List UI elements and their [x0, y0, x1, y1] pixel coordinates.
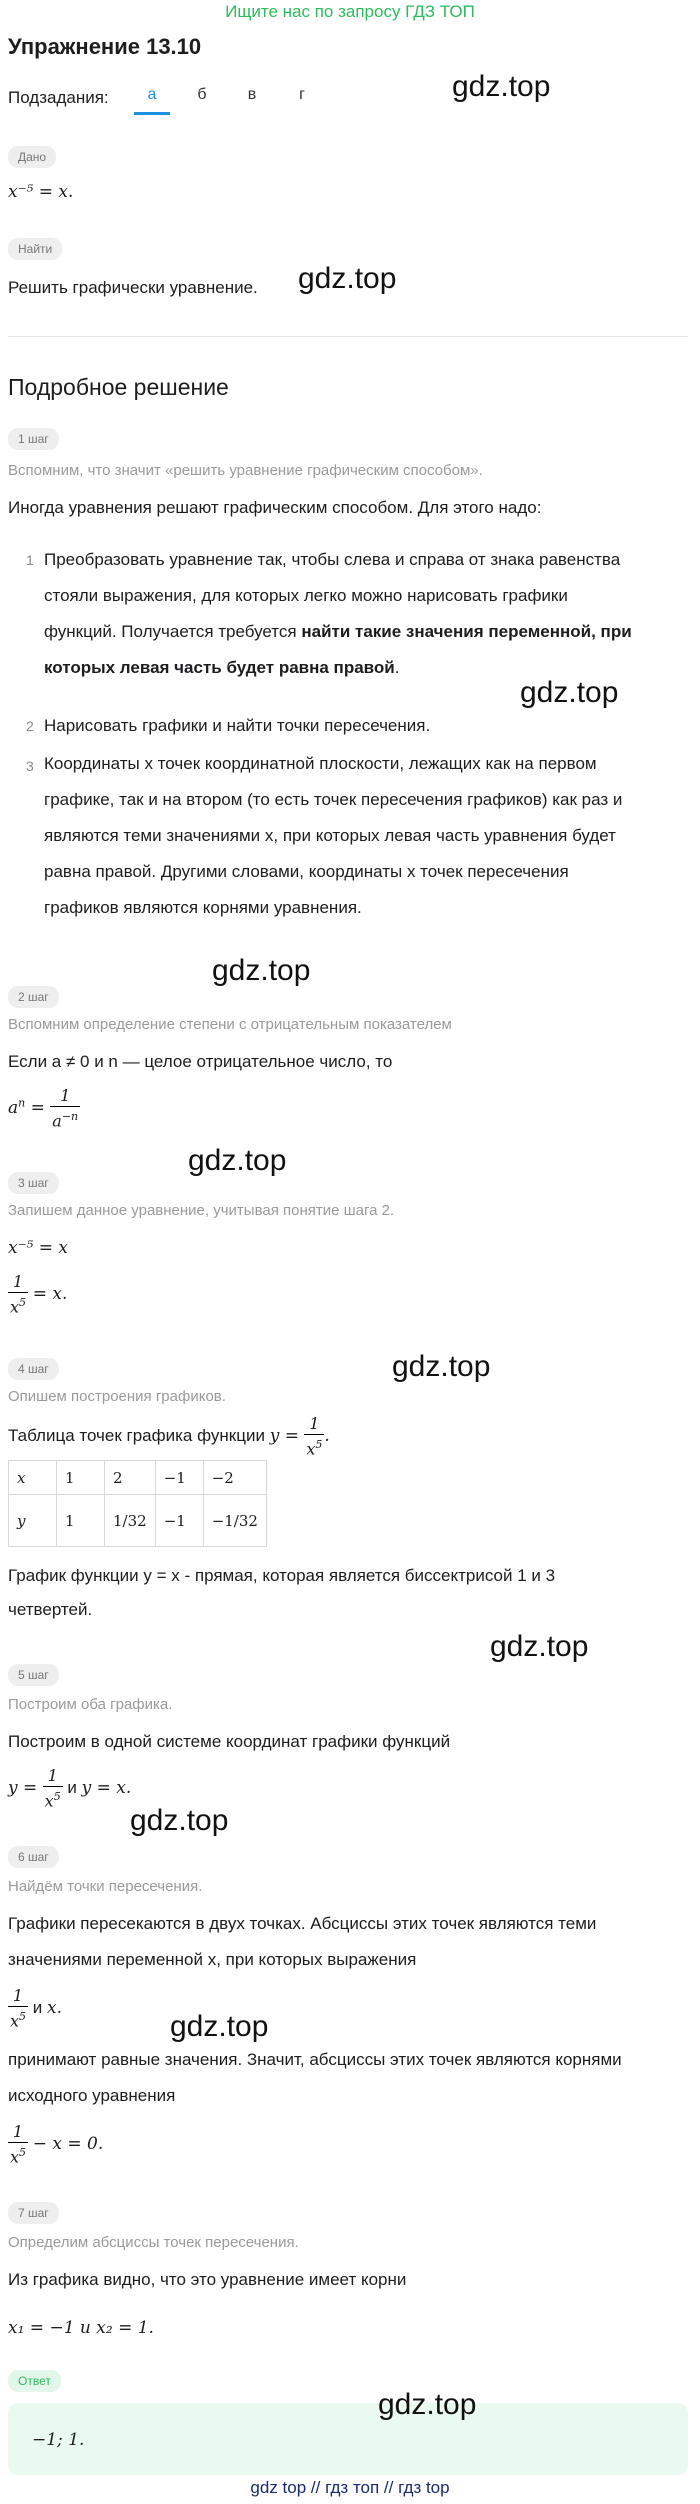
table-cell: x — [9, 1461, 57, 1495]
table-row — [9, 1461, 267, 1495]
step6-hint: Найдём точки пересечения. — [8, 1878, 203, 1895]
line-text-1: График функции y = x - прямая, которая является биссектрисой 1 и 3 — [8, 1566, 556, 1585]
step2-text: Если a ≠ 0 и n — целое отрицательное число, то — [8, 1052, 393, 1071]
table-cell: 1 — [57, 1495, 105, 1547]
watermark: gdz.top — [298, 262, 397, 295]
list-line: Координаты x точек координатной плоскости, лежащих как на первом — [44, 754, 597, 773]
watermark: gdz.top — [378, 2388, 477, 2421]
list-line: которых левая часть будет равна правой. — [44, 658, 400, 677]
step1-hint: Вспомним, что значит «решить уравнение графическим способом». — [8, 462, 483, 479]
divider — [8, 336, 688, 337]
step7-badge: 7 шаг — [8, 2202, 59, 2224]
watermark: gdz.top — [212, 954, 311, 987]
step3-eq2: $\frac{1}{x^5}$ = x. — [10, 1272, 68, 1317]
watermark: gdz.top — [130, 1804, 229, 1837]
promo-banner[interactable]: Ищите нас по запросу ГДЗ ТОП — [225, 2, 475, 21]
table-cell: 1/32 — [105, 1495, 156, 1547]
step5-badge: 5 шаг — [8, 1664, 59, 1686]
table-cell: −1 — [155, 1495, 203, 1547]
find-badge: Найти — [8, 238, 62, 260]
footer-links[interactable]: gdz top // гдз топ // гдз top — [250, 2478, 450, 2497]
step2-badge: 2 шаг — [8, 986, 59, 1008]
line-text-2: четвертей. — [8, 1600, 93, 1619]
given-equation: x⁻⁵ = x. — [8, 182, 74, 202]
watermark: gdz.top — [490, 1630, 589, 1663]
step6-equation: $\frac{1}{x^5}$ − x = 0. — [10, 2122, 104, 2167]
step1-intro: Иногда уравнения решают графическим способом. Для этого надо: — [8, 498, 542, 517]
step6-badge: 6 шаг — [8, 1846, 59, 1868]
step2-hint: Вспомним определение степени с отрицательным показателем — [8, 1016, 452, 1033]
subtask-tab-v[interactable]: в — [247, 86, 257, 103]
page-title: Упражнение 13.10 — [8, 34, 202, 59]
step4-hint: Опишем построения графиков. — [8, 1388, 226, 1405]
table-cell: −2 — [203, 1461, 266, 1495]
step6-text2: значениями переменной x, при которых выражения — [8, 1950, 417, 1969]
subtask-tab-b[interactable]: б — [197, 86, 207, 103]
neg-power-formula: $a^n$ = $\frac{1}{a^{-n}}$ — [8, 1086, 79, 1131]
table-cell: −1 — [155, 1461, 203, 1495]
list-line-part: функций. Получается требуется — [44, 622, 297, 641]
list-line: являются теми значениями x, при которых левая часть уравнения будет — [44, 826, 616, 845]
step6-expressions: $\frac{1}{x^5}$ и x. — [10, 1986, 62, 2031]
list-line: Преобразовать уравнение так, чтобы слева и справа от знака равенства — [44, 550, 621, 569]
step4-badge: 4 шаг — [8, 1358, 59, 1380]
step7-roots: x₁ = −1 и x₂ = 1. — [8, 2318, 154, 2338]
table-cell: 2 — [105, 1461, 156, 1495]
step5-functions: y = $\frac{1}{x^5}$ и y = x. — [8, 1766, 132, 1811]
subtasks-label: Подзадания: — [8, 88, 109, 107]
answer-box — [8, 2403, 688, 2475]
step3-eq1: x⁻⁵ = x — [8, 1238, 69, 1258]
table-intro-row: Таблица точек графика функции y = $\frac{1}{x^5}$ . — [8, 1414, 330, 1459]
watermark: gdz.top — [452, 70, 551, 103]
answer-badge: Ответ — [8, 2370, 61, 2392]
table-cell: 1 — [57, 1461, 105, 1495]
subtask-tab-a[interactable]: а — [134, 86, 170, 115]
list-item-3 — [44, 746, 684, 926]
solution-title: Подробное решение — [8, 374, 229, 400]
list-num: 3 — [26, 758, 34, 774]
list-line: равна правой. Другими словами, координаты x точек пересечения — [44, 862, 569, 881]
step3-hint: Запишем данное уравнение, учитывая понятие шага 2. — [8, 1202, 395, 1219]
list-line-bold: найти такие значения переменной, при — [301, 622, 632, 641]
list-line: стояли выражения, для которых легко можно нарисовать графики — [44, 586, 568, 605]
list-num: 2 — [26, 718, 34, 734]
step1-badge: 1 шаг — [8, 428, 59, 450]
list-line: графиков являются корнями уравнения. — [44, 898, 362, 917]
watermark: gdz.top — [188, 1144, 287, 1177]
step6-text1: Графики пересекаются в двух точках. Абсциссы этих точек являются теми — [8, 1914, 597, 1933]
table-row — [9, 1495, 267, 1547]
watermark: gdz.top — [392, 1350, 491, 1383]
step6-text3: принимают равные значения. Значит, абсциссы этих точек являются корнями — [8, 2050, 622, 2069]
step5-text: Построим в одной системе координат графики функций — [8, 1732, 451, 1751]
watermark: gdz.top — [170, 2010, 269, 2043]
given-badge: Дано — [8, 146, 56, 168]
step6-text4: исходного уравнения — [8, 2086, 176, 2105]
table-cell: y — [9, 1495, 57, 1547]
step3-badge: 3 шаг — [8, 1172, 59, 1194]
answer-value: −1; 1. — [32, 2430, 85, 2450]
list-item-1 — [44, 542, 684, 686]
list-line — [44, 614, 684, 650]
list-item-2: Нарисовать графики и найти точки пересечения. — [44, 716, 431, 735]
watermark: gdz.top — [520, 676, 619, 709]
subtask-tab-g[interactable]: г — [299, 86, 305, 103]
list-line: графике, так и на втором (то есть точек пересечения графиков) как раз и — [44, 790, 623, 809]
points-table — [8, 1460, 267, 1547]
find-text: Решить графически уравнение. — [8, 278, 258, 297]
step7-hint: Определим абсциссы точек пересечения. — [8, 2234, 299, 2251]
table-cell: −1/32 — [203, 1495, 266, 1547]
step5-hint: Построим оба графика. — [8, 1696, 173, 1713]
list-num: 1 — [26, 552, 34, 568]
list-line-bold: которых левая часть будет равна правой — [44, 658, 395, 677]
step7-text: Из графика видно, что это уравнение имеет корни — [8, 2270, 407, 2289]
table-intro: Таблица точек графика функции — [8, 1426, 265, 1446]
